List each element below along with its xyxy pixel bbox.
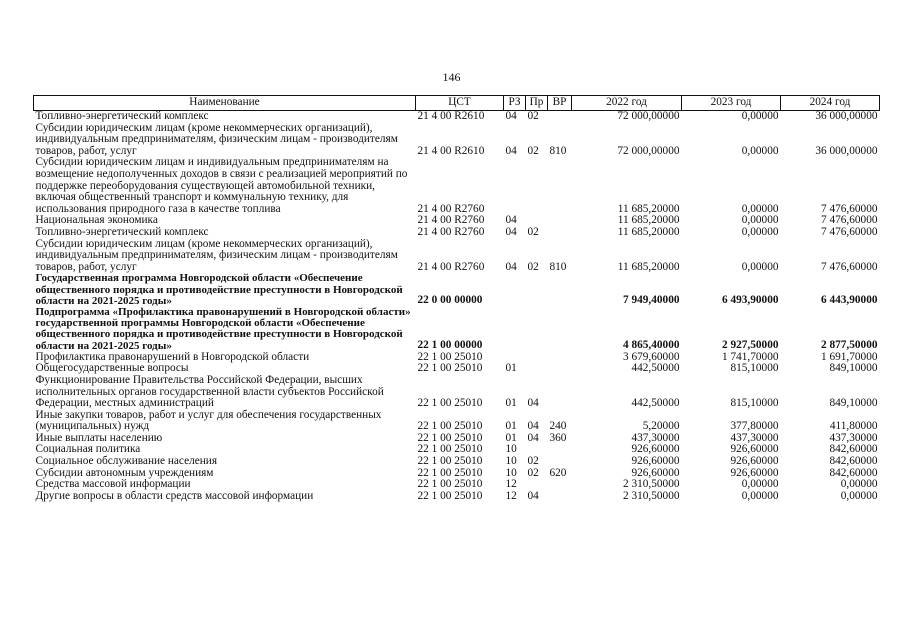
row-name: Средства массовой информации — [35, 478, 191, 491]
row-name: Профилактика правонарушений в Новгородской области — [35, 350, 310, 363]
row-amount-2023: 0,00000 — [741, 144, 779, 157]
row-amount-2023: 815,10000 — [730, 397, 779, 410]
row-amount-2022: 72 000,00000 — [617, 144, 680, 157]
row-name: Субсидии юридическим лицам (кроме некоммерческих организаций), индивидуальным предпринимателям, физическим лицам - производителям товаров, работ, услуг — [35, 121, 398, 157]
row-amount-2024: 842,60000 — [829, 443, 878, 456]
row-rz: 01 — [505, 362, 517, 375]
row-amount-2024: 849,10000 — [829, 362, 878, 375]
row-amount-2024: 0,00000 — [840, 478, 878, 491]
row-pr: 02 — [527, 455, 539, 468]
header-cst: ЦСТ — [416, 96, 504, 111]
row-amount-2024: 849,10000 — [829, 397, 878, 410]
row-cst: 22 1 00 25010 — [417, 443, 483, 456]
row-pr: 02 — [527, 110, 539, 122]
row-pr — [526, 352, 548, 364]
row-amount-2024: 36 000,00000 — [815, 110, 878, 122]
row-cst: 22 1 00 25010 — [417, 362, 483, 375]
row-name: Общегосударственные вопросы — [35, 362, 189, 375]
row-amount-2023: 1 741,70000 — [722, 350, 779, 363]
row-amount-2024: 437,30000 — [829, 431, 878, 444]
row-amount-2022: 2 310,50000 — [623, 478, 680, 491]
row-vr — [548, 111, 572, 123]
row-pr: 04 — [527, 420, 539, 433]
row-pr: 02 — [527, 466, 539, 479]
row-cst: 22 1 00 25010 — [417, 420, 483, 433]
row-vr — [548, 307, 572, 352]
row-amount-2022: 926,60000 — [631, 455, 680, 468]
row-cst: 22 0 00 00000 — [417, 294, 483, 307]
row-amount-2024: 842,60000 — [829, 466, 878, 479]
row-name: Топливно-энергетический комплекс — [35, 110, 209, 122]
row-rz: 01 — [505, 431, 517, 444]
row-name: Подпрограмма «Профилактика правонарушений в Новгородской области» государственной программы Новгородской области «Обеспечение общественного порядка и противодействие преступности в Новгородской области на 2021-2025 годы» — [35, 305, 411, 352]
row-name: Другие вопросы в области средств массовой информации — [35, 489, 314, 502]
row-amount-2022: 7 949,40000 — [623, 294, 680, 307]
row-cst: 22 1 00 25010 — [417, 431, 483, 444]
row-amount-2024: 411,80000 — [829, 420, 878, 433]
row-rz: 10 — [505, 455, 517, 468]
table-row — [34, 491, 880, 503]
row-rz — [504, 307, 526, 352]
row-pr: 02 — [527, 225, 539, 238]
row-vr: 620 — [549, 466, 567, 479]
table-row — [34, 375, 880, 410]
row-amount-2022: 11 685,20000 — [617, 260, 680, 273]
row-pr — [526, 157, 548, 215]
table-header-row — [34, 96, 880, 111]
row-amount-2022: 11 685,20000 — [617, 214, 680, 227]
header-2022: 2022 год — [572, 96, 682, 111]
header-vr: ВР — [548, 96, 572, 111]
row-amount-2023: 377,80000 — [730, 420, 779, 433]
row-rz: 12 — [505, 478, 517, 491]
table-row — [34, 123, 880, 158]
row-rz: 01 — [505, 397, 517, 410]
row-amount-2024: 0,00000 — [840, 489, 878, 502]
row-vr — [548, 479, 572, 491]
table-body — [34, 111, 880, 503]
header-name: Наименование — [34, 96, 416, 111]
row-amount-2023: 926,60000 — [730, 466, 779, 479]
row-name: Субсидии юридическим лицам и индивидуальным предпринимателям на возмещение недополученных доходов в связи с реализацией мероприятий по поддержке переоборудования существующей автомобильной техники, включая общественный транспорт и коммунальную технику, для использования природного газа в качестве топлива — [35, 156, 408, 215]
row-amount-2024: 842,60000 — [829, 455, 878, 468]
row-amount-2024: 7 476,60000 — [821, 214, 878, 227]
row-amount-2023: 926,60000 — [730, 455, 779, 468]
header-pr: Пр — [526, 96, 548, 111]
table-row — [34, 307, 880, 352]
table-row — [34, 456, 880, 468]
row-pr — [526, 307, 548, 352]
row-amount-2022: 11 685,20000 — [617, 225, 680, 238]
row-vr — [548, 491, 572, 503]
table-row — [34, 157, 880, 215]
row-name: Национальная экономика — [35, 214, 158, 227]
row-amount-2022: 442,50000 — [631, 397, 680, 410]
row-amount-2023: 0,00000 — [741, 110, 779, 122]
row-pr — [526, 273, 548, 307]
row-rz: 01 — [505, 420, 517, 433]
row-amount-2023: 0,00000 — [741, 225, 779, 238]
row-cst: 21 4 00 R2760 — [417, 260, 485, 273]
row-name: Государственная программа Новгородской области «Обеспечение общественного порядка и противодействие преступности в Новгородской области на 2021-2025 годы» — [35, 272, 403, 307]
row-amount-2024: 36 000,00000 — [815, 144, 878, 157]
row-vr — [548, 456, 572, 468]
page-number: 146 — [442, 70, 461, 84]
row-cst: 22 1 00 00000 — [417, 339, 483, 352]
table-row — [34, 111, 880, 123]
header-2024: 2024 год — [781, 96, 880, 111]
row-name: Субсидии автономным учреждениям — [35, 466, 214, 479]
row-amount-2024: 7 476,60000 — [821, 202, 878, 215]
row-vr — [548, 375, 572, 410]
header-rz: РЗ — [504, 96, 526, 111]
row-vr — [548, 273, 572, 307]
row-vr — [548, 363, 572, 375]
row-cst: 22 1 00 25010 — [417, 478, 483, 491]
row-amount-2023: 6 493,90000 — [722, 294, 779, 307]
table-row — [34, 410, 880, 433]
row-pr: 04 — [527, 489, 539, 502]
row-name: Функционирование Правительства Российской Федерации, высших исполнительных органов государственной власти субъектов Российской Федерации, местных администраций — [35, 373, 384, 410]
row-amount-2023: 0,00000 — [741, 478, 779, 491]
row-cst: 21 4 00 R2760 — [417, 225, 485, 238]
row-vr: 240 — [549, 420, 567, 433]
row-amount-2022: 2 310,50000 — [623, 489, 680, 502]
row-name: Социальное обслуживание населения — [35, 455, 218, 468]
row-cst: 21 4 00 R2610 — [417, 110, 485, 122]
row-amount-2022: 3 679,60000 — [623, 350, 680, 363]
row-amount-2023: 0,00000 — [741, 260, 779, 273]
row-cst: 22 1 00 25010 — [417, 455, 483, 468]
row-amount-2024: 1 691,70000 — [821, 350, 878, 363]
row-vr — [548, 444, 572, 456]
row-pr: 02 — [527, 144, 539, 157]
row-pr — [526, 363, 548, 375]
row-rz: 04 — [505, 214, 517, 227]
row-amount-2023: 2 927,50000 — [722, 339, 779, 352]
row-name: Субсидии юридическим лицам (кроме некоммерческих организаций), индивидуальным предпринимателям, физическим лицам - производителям товаров, работ, услуг — [35, 237, 398, 273]
table-row — [34, 227, 880, 239]
row-rz: 10 — [505, 466, 517, 479]
row-amount-2023: 926,60000 — [730, 443, 779, 456]
row-cst: 21 4 00 R2610 — [417, 144, 485, 157]
row-rz: 04 — [505, 225, 517, 238]
row-pr: 04 — [527, 431, 539, 444]
row-rz: 04 — [505, 110, 517, 122]
row-amount-2024: 7 476,60000 — [821, 225, 878, 238]
row-name: Иные выплаты населению — [35, 431, 163, 444]
row-amount-2023: 0,00000 — [741, 489, 779, 502]
row-name: Топливно-энергетический комплекс — [35, 225, 209, 238]
row-amount-2022: 11 685,20000 — [617, 202, 680, 215]
row-rz: 12 — [505, 489, 517, 502]
row-cst: 22 1 00 25010 — [417, 350, 483, 363]
row-vr: 360 — [549, 431, 567, 444]
budget-table — [33, 95, 880, 502]
row-amount-2023: 815,10000 — [730, 362, 779, 375]
row-cst: 21 4 00 R2760 — [417, 214, 485, 227]
row-vr — [548, 352, 572, 364]
table-row — [34, 239, 880, 274]
row-vr: 810 — [549, 260, 567, 273]
row-amount-2022: 72 000,00000 — [617, 110, 680, 122]
row-amount-2023: 0,00000 — [741, 202, 779, 215]
row-rz: 10 — [505, 443, 517, 456]
row-cst: 22 1 00 25010 — [417, 397, 483, 410]
header-2023: 2023 год — [682, 96, 781, 111]
row-cst: 22 1 00 25010 — [417, 466, 483, 479]
row-amount-2022: 4 865,40000 — [623, 339, 680, 352]
row-amount-2022: 5,20000 — [642, 420, 680, 433]
row-amount-2022: 437,30000 — [631, 431, 680, 444]
row-amount-2024: 7 476,60000 — [821, 260, 878, 273]
row-amount-2022: 926,60000 — [631, 466, 680, 479]
row-rz: 04 — [505, 260, 517, 273]
row-amount-2022: 442,50000 — [631, 362, 680, 375]
table-row — [34, 273, 880, 307]
row-amount-2023: 437,30000 — [730, 431, 779, 444]
row-rz — [504, 157, 526, 215]
row-vr — [548, 227, 572, 239]
row-cst: 22 1 00 25010 — [417, 489, 483, 502]
row-amount-2022: 926,60000 — [631, 443, 680, 456]
row-amount-2023: 0,00000 — [741, 214, 779, 227]
row-name: Социальная политика — [35, 443, 141, 456]
row-pr: 02 — [527, 260, 539, 273]
row-rz — [504, 273, 526, 307]
row-amount-2024: 2 877,50000 — [821, 339, 878, 352]
row-name: Иные закупки товаров, работ и услуг для обеспечения государственных (муниципальных) нужд — [35, 408, 382, 433]
row-amount-2024: 6 443,90000 — [821, 294, 878, 307]
row-vr — [548, 157, 572, 215]
row-pr: 04 — [527, 397, 539, 410]
row-rz: 04 — [505, 144, 517, 157]
row-vr: 810 — [549, 144, 567, 157]
row-cst: 21 4 00 R2760 — [417, 202, 485, 215]
row-vr — [548, 215, 572, 227]
